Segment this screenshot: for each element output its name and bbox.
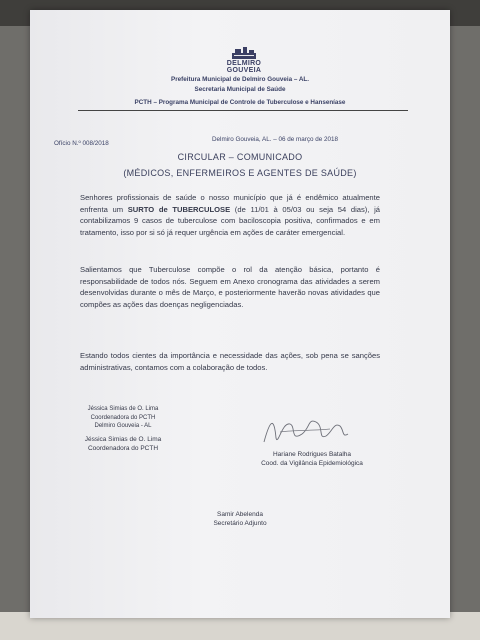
document-title: CIRCULAR – COMUNICADO	[177, 152, 303, 162]
left-signatory-role: Coordenadora do PCTH	[87, 445, 159, 452]
paragraph-3: Estando todos cientes da importância e necessidade das ações, sob pena se sanções administrativas, contamos com a colaboração de todos.	[80, 351, 380, 372]
header-secretaria: Secretaria Municipal de Saúde	[194, 86, 286, 93]
paragraph-1-highlight: SURTO de TUBERCULOSE	[127, 204, 231, 214]
paragraph-1	[80, 192, 380, 238]
paragraph-1-text-b: (de 11/01 à 05/03 ou seja 54 dias), já contabilizamos 9 casos de tuberculose com baciloscopia positiva, confirmados e em tratamento, isso por si só já requer urgência em ações de caráter emergencial.	[80, 204, 380, 237]
bottom-signatory-name: Samir Abelenda	[217, 511, 263, 518]
document-page	[30, 10, 450, 618]
oficio-number: Ofício N.º 008/2018	[54, 140, 109, 147]
paragraph-1-text-a: Senhores profissionais de saúde o nosso município que já é endêmico atualmente enfrenta um	[80, 193, 380, 214]
document-date: Delmiro Gouveia, AL. – 06 de março de 2018	[212, 136, 339, 143]
bottom-signature-block	[180, 510, 300, 528]
header-prefeitura: Prefeitura Municipal de Delmiro Gouveia – AL.	[171, 76, 309, 83]
document-subtitle: (MÉDICOS, ENFERMEIROS E AGENTES DE SAÚDE)	[123, 168, 357, 178]
handwritten-signature-icon	[260, 412, 350, 448]
stamp-name: Jéssica Simias de O. Lima	[87, 406, 159, 412]
bottom-signatory-role: Secretário Adjunto	[213, 520, 267, 527]
left-signature-block	[68, 435, 178, 453]
stamp-place: Delmiro Gouveia - AL	[94, 423, 152, 429]
coordinator-stamp	[68, 405, 178, 431]
right-signatory-name: Hariane Rodrigues Batalha	[272, 451, 352, 458]
right-signature-block	[252, 450, 372, 468]
logo-text-line1: DELMIRO	[226, 60, 262, 67]
left-signatory-name: Jéssica Simias de O. Lima	[84, 436, 162, 443]
city-emblem-icon	[229, 46, 259, 60]
header-programa: PCTH – Programa Municipal de Controle de Tuberculose e Hanseníase	[134, 99, 346, 106]
header-rule	[78, 110, 408, 111]
right-signatory-role: Cood. da Vigilância Epidemiológica	[261, 460, 363, 467]
stamp-role: Coordenadora do PCTH	[90, 414, 156, 421]
paragraph-2: Salientamos que Tuberculose compõe o rol da atenção básica, portanto é responsabilidade de todos nós. Seguem em Anexo cronograma das atividades a serem desenvolvidas durante o mês de Março, e posteriormente haverão novas atividades que compões as ações das doenças negligenciadas.	[80, 265, 380, 309]
logo-text-line2: GOUVEIA	[226, 67, 262, 74]
municipal-logo	[214, 46, 274, 74]
